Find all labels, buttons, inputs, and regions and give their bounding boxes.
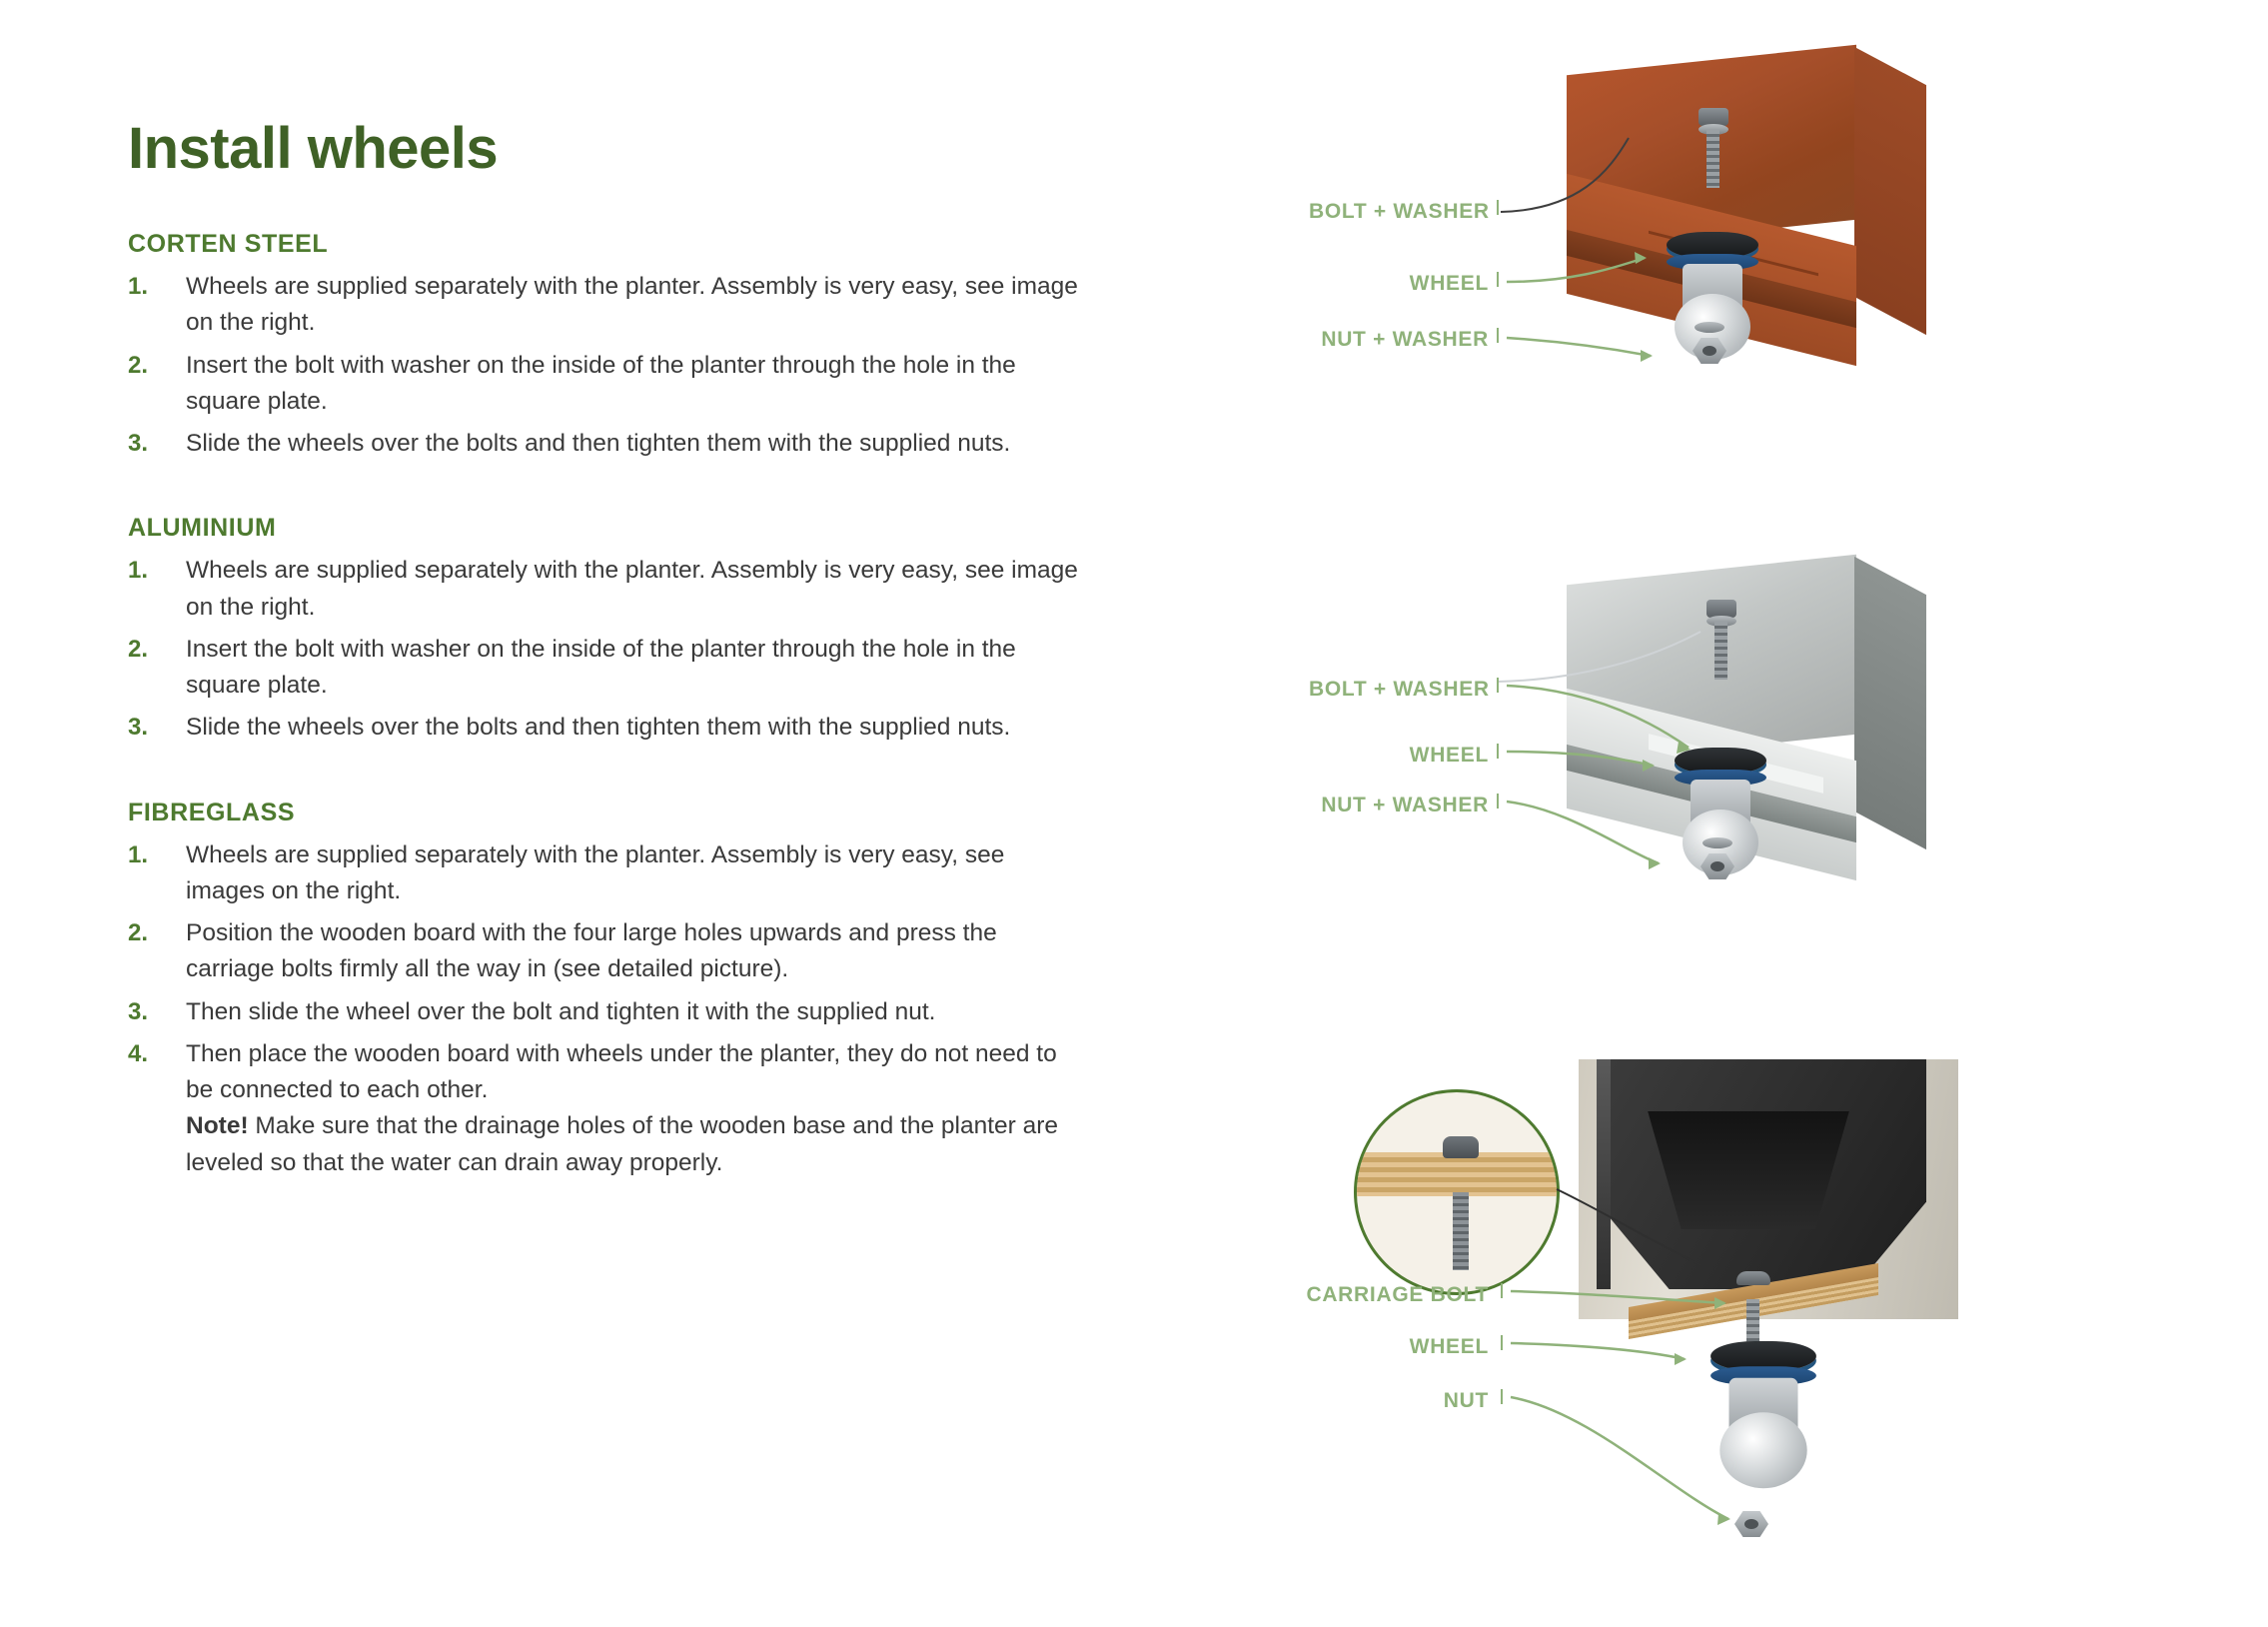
list-item — [128, 553, 1087, 626]
list-item — [128, 994, 1087, 1030]
step-text: Wheels are supplied separately with the planter. Assembly is very easy, see images on the right. — [186, 840, 1005, 904]
callout-nut: NUT — [1443, 1389, 1489, 1412]
detail-wood-board — [1354, 1152, 1560, 1196]
corten-side-panel — [1854, 47, 1926, 335]
step-number: 3. — [128, 714, 149, 742]
section-corten-steel — [128, 230, 1087, 462]
detail-view-carriage-bolt — [1354, 1089, 1560, 1295]
list-item — [128, 710, 1087, 746]
step-text: Wheels are supplied separately with the planter. Assembly is very easy, see image on the right. — [186, 557, 1078, 621]
callout-tick — [1497, 200, 1499, 215]
aluminium-planter-corner-graphic — [1529, 570, 1948, 919]
illustration-aluminium — [1309, 570, 2268, 969]
callout-tick — [1497, 744, 1499, 759]
caster-wheel-graphic — [1695, 1341, 1832, 1491]
callout-tick — [1497, 328, 1499, 343]
callout-wheel: WHEEL — [1409, 744, 1489, 767]
illustration-corten-steel — [1309, 60, 2268, 450]
carriage-bolt-head-icon — [1736, 1271, 1770, 1285]
callout-wheel: WHEEL — [1409, 272, 1489, 295]
list-item — [128, 269, 1087, 342]
callout-tick — [1497, 794, 1499, 809]
callout-carriage-bolt: CARRIAGE BOLT — [1306, 1283, 1489, 1306]
page-title: Install wheels — [128, 116, 499, 181]
step-number: 1. — [128, 273, 149, 300]
step-text: Wheels are supplied separately with the planter. Assembly is very easy, see image on the right. — [186, 273, 1078, 337]
list-item — [128, 915, 1087, 988]
list-item — [128, 426, 1087, 462]
step-number: 1. — [128, 557, 149, 585]
step-text: Position the wooden board with the four large holes upwards and press the carriage bolts firmly all the way in (see detailed picture). — [186, 919, 997, 983]
nut-hole — [1702, 346, 1716, 356]
step-text: Insert the bolt with washer on the inside of the planter through the hole in the square plate. — [186, 635, 1016, 699]
nut-hole — [1710, 861, 1724, 871]
callout-tick — [1501, 1283, 1503, 1298]
callout-tick — [1497, 272, 1499, 287]
step-text: Then place the wooden board with wheels under the planter, they do not need to be connected to each other. — [186, 1039, 1057, 1103]
instructions-column — [128, 116, 1087, 1233]
step-number: 2. — [128, 351, 149, 379]
corten-planter-corner-graphic — [1529, 60, 1948, 400]
illustrations-column — [1306, 0, 2268, 1627]
step-text: Then slide the wheel over the bolt and tighten it with the supplied nut. — [186, 997, 936, 1025]
fibreglass-planter-edge — [1597, 1059, 1611, 1289]
list-item — [128, 348, 1087, 421]
list-item — [128, 837, 1087, 910]
step-number: 3. — [128, 430, 149, 457]
section-aluminium — [128, 514, 1087, 746]
steps-list-fibreglass — [128, 837, 1087, 1181]
section-fibreglass — [128, 799, 1087, 1181]
step-number: 1. — [128, 840, 149, 868]
caster-wheel — [1719, 1412, 1806, 1488]
note-text: Make sure that the drainage holes of the wooden base and the planter are leveled so that the water can drain away properly. — [186, 1112, 1059, 1176]
callout-tick — [1501, 1335, 1503, 1350]
list-item — [128, 632, 1087, 705]
washer-icon — [1695, 322, 1724, 333]
callout-bolt-washer: BOLT + WASHER — [1309, 678, 1490, 701]
step-text: Slide the wheels over the bolts and then tighten them with the supplied nuts. — [186, 430, 1011, 457]
bolt-shaft-icon — [1714, 622, 1727, 680]
step-text: Insert the bolt with washer on the inside of the planter through the hole in the square plate. — [186, 351, 1016, 415]
step-number: 4. — [128, 1039, 149, 1067]
nut-hole — [1744, 1519, 1758, 1529]
section-heading-fibreglass: FIBREGLASS — [128, 798, 296, 826]
aluminium-side-panel — [1854, 557, 1926, 849]
step-text: Slide the wheels over the bolts and then tighten them with the supplied nuts. — [186, 714, 1011, 742]
steps-list-corten-steel — [128, 269, 1087, 462]
illustration-fibreglass — [1306, 1059, 2268, 1619]
section-heading-aluminium: ALUMINIUM — [128, 514, 277, 543]
steps-list-aluminium — [128, 553, 1087, 746]
washer-icon — [1702, 837, 1732, 848]
callout-wheel: WHEEL — [1409, 1335, 1489, 1358]
list-item — [128, 1036, 1087, 1181]
step-number: 2. — [128, 635, 149, 663]
detail-carriage-bolt-head — [1443, 1136, 1479, 1158]
callout-tick — [1501, 1389, 1503, 1404]
step-number: 3. — [128, 997, 149, 1025]
callout-tick — [1497, 678, 1499, 693]
callout-nut-washer: NUT + WASHER — [1321, 328, 1489, 351]
bolt-shaft-icon — [1706, 130, 1719, 188]
callout-nut-washer: NUT + WASHER — [1321, 794, 1489, 816]
section-heading-corten-steel: CORTEN STEEL — [128, 230, 329, 258]
note-label: Note! — [186, 1112, 249, 1140]
step-number: 2. — [128, 919, 149, 946]
detail-carriage-bolt-shaft — [1453, 1192, 1469, 1270]
callout-bolt-washer: BOLT + WASHER — [1309, 200, 1490, 223]
